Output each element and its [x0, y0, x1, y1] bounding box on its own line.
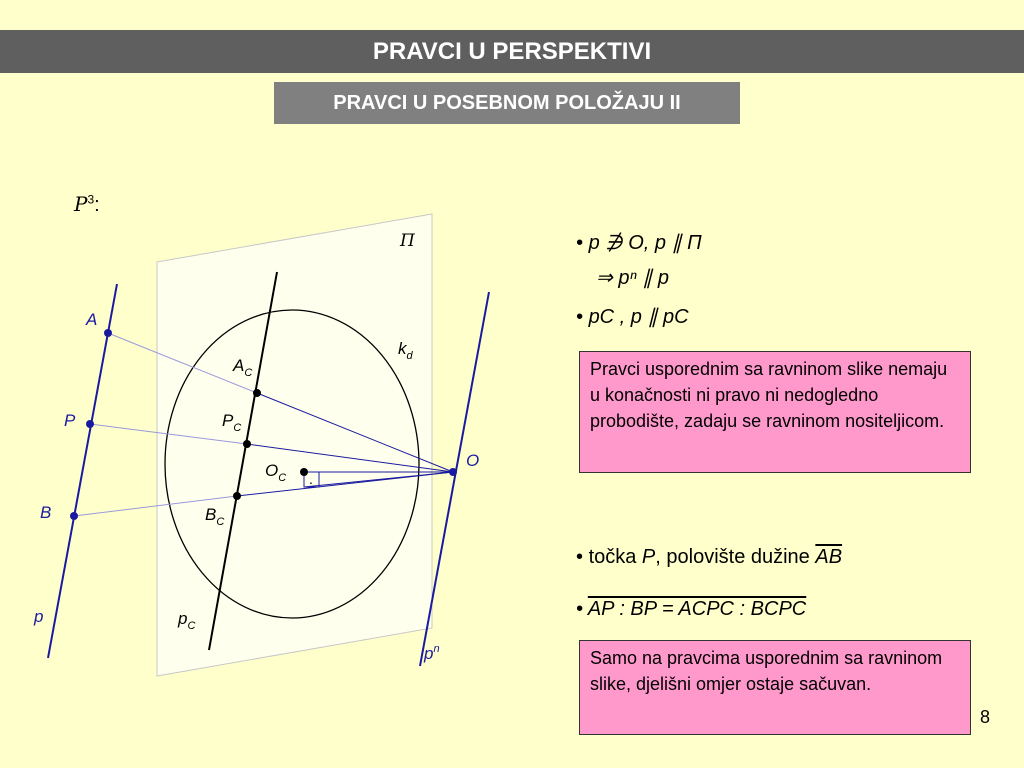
- label-oc: $O_C$: [265, 461, 287, 484]
- bullet-1: • p ∌ O, p ∥ Π: [576, 232, 702, 254]
- label-line-p: p: [34, 607, 44, 626]
- label-circle-kd: $k_d$: [398, 339, 413, 362]
- point-oc: [300, 468, 308, 476]
- point-o: [449, 468, 457, 476]
- point-bc: [233, 492, 241, 500]
- right-angle-dot: .: [309, 471, 313, 487]
- label-a: A: [86, 310, 98, 329]
- picture-plane: [157, 214, 432, 676]
- label-bc: $B_C$: [205, 505, 225, 528]
- bullet-3: • točka P, polovište dužine $\overline{AB}$: [576, 546, 843, 568]
- page-number: 8: [980, 707, 991, 727]
- point-ac: [253, 389, 261, 397]
- bullet-4: • AP : BP = ACPC : BCPC: [576, 598, 807, 620]
- label-o: O: [466, 451, 480, 470]
- case-suffix: :: [94, 194, 100, 216]
- bullet-2: • pC , p ∥ pC: [576, 306, 689, 328]
- label-ac: $A_C$: [233, 356, 253, 379]
- note-parallel-lines: Pravci usporednim sa ravninom slike nemaju u konačnosti ni pravo ni nedogledno probodište, zadaju se ravninom nositeljicom.: [579, 351, 971, 473]
- point-a: [104, 329, 112, 337]
- note-ratio-preserved: Samo na pravcima usporednim sa ravninom slike, djelišni omjer ostaje sačuvan.: [579, 640, 971, 735]
- point-p: [86, 420, 94, 428]
- page-title: PRAVCI U PERSPEKTIVI: [0, 30, 1024, 73]
- label-b: B: [40, 503, 52, 522]
- point-pc: [243, 440, 251, 448]
- case-symbol: P: [74, 192, 88, 216]
- label-pc: $P_C$: [222, 411, 242, 434]
- line-p: [48, 284, 117, 658]
- point-b: [70, 512, 78, 520]
- case-superscript: 3: [87, 192, 95, 207]
- label-plane: Π: [400, 231, 415, 251]
- label-p: P: [64, 411, 76, 430]
- label-line-pc: $p_C$: [178, 609, 196, 632]
- label-line-pn: $p^n$: [424, 643, 440, 663]
- bullet-1-result: ⇒ pⁿ ∥ p: [596, 267, 669, 289]
- section-subtitle: PRAVCI U POSEBNOM POLOŽAJU II: [274, 82, 740, 124]
